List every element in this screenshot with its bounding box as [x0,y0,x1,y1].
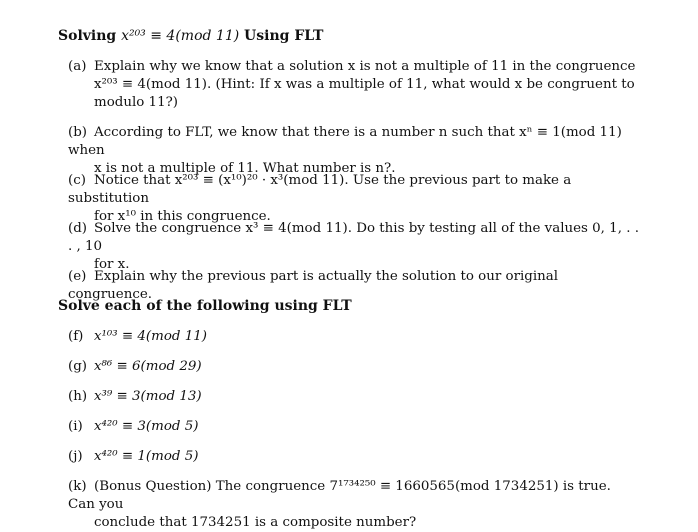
problem-c-line-1: Notice that x²⁰³ ≡ (x¹⁰)²⁰ · x³(mod 11). Use the previous part to make a substitution [68,173,572,206]
problem-a-label: (a) [68,59,87,74]
problem-f [68,328,640,346]
problem-i [68,418,640,436]
problem-f-label: (f) [68,329,84,344]
problem-a [68,58,640,112]
problem-g [68,358,640,376]
problem-k [68,478,640,532]
section-1-title-prefix: Solving [58,28,122,44]
problem-k-line-1: (Bonus Question) The congruence 7¹⁷³⁴²⁵⁰ ≡ 1660565(mod 1734251) is true. Can you [68,479,611,512]
problem-i-label: (i) [68,419,83,434]
section-1-title-suffix: Using FLT [239,28,324,44]
problem-i-congruence: x⁴²⁰ ≡ 3(mod 5) [94,419,199,434]
problem-h [68,388,640,406]
problem-b-line-1: According to FLT, we know that there is a number n such that xⁿ ≡ 1(mod 11) when [68,125,622,158]
problem-e-label: (e) [68,269,87,284]
problem-k-label: (k) [68,479,87,494]
problem-h-congruence: x³⁹ ≡ 3(mod 13) [94,389,202,404]
problem-a-line-3: modulo 11?) [94,95,178,110]
problem-d-label: (d) [68,221,88,236]
problem-a-line-1: Explain why we know that a solution x is not a multiple of 11 in the congruence [94,59,636,74]
problem-b-label: (b) [68,125,88,140]
problem-c-line-2: for x¹⁰ in this congruence. [94,209,271,224]
problem-b [68,124,640,178]
problem-k-line-2: conclude that 1734251 is a composite number? [94,515,417,530]
problem-j-congruence: x⁴²⁰ ≡ 1(mod 5) [94,449,199,464]
problem-g-label: (g) [68,359,88,374]
problem-j [68,448,640,466]
problem-b-line-2: x is not a multiple of 11. What number is n?. [94,161,396,176]
problem-f-congruence: x¹⁰³ ≡ 4(mod 11) [94,329,207,344]
section-1-title-math: x²⁰³ ≡ 4(mod 11) [121,28,240,44]
problem-d [68,220,640,274]
problem-c-label: (c) [68,173,86,188]
problem-d-line-1: Solve the congruence x³ ≡ 4(mod 11). Do this by testing all of the values 0, 1, . . . , 10 [68,221,639,254]
problem-c [68,172,640,226]
section-2-title: Solve each of the following using FLT [58,298,352,314]
problem-g-congruence: x⁸⁶ ≡ 6(mod 29) [94,359,202,374]
section-1-title [58,28,323,44]
problem-e-line-1: Explain why the previous part is actually the solution to our original congruence. [68,269,559,302]
problem-d-line-2: for x. [94,257,130,272]
problem-j-label: (j) [68,449,83,464]
problem-h-label: (h) [68,389,88,404]
problem-a-line-2: x²⁰³ ≡ 4(mod 11). (Hint: If x was a multiple of 11, what would x be congruent to [94,77,635,92]
